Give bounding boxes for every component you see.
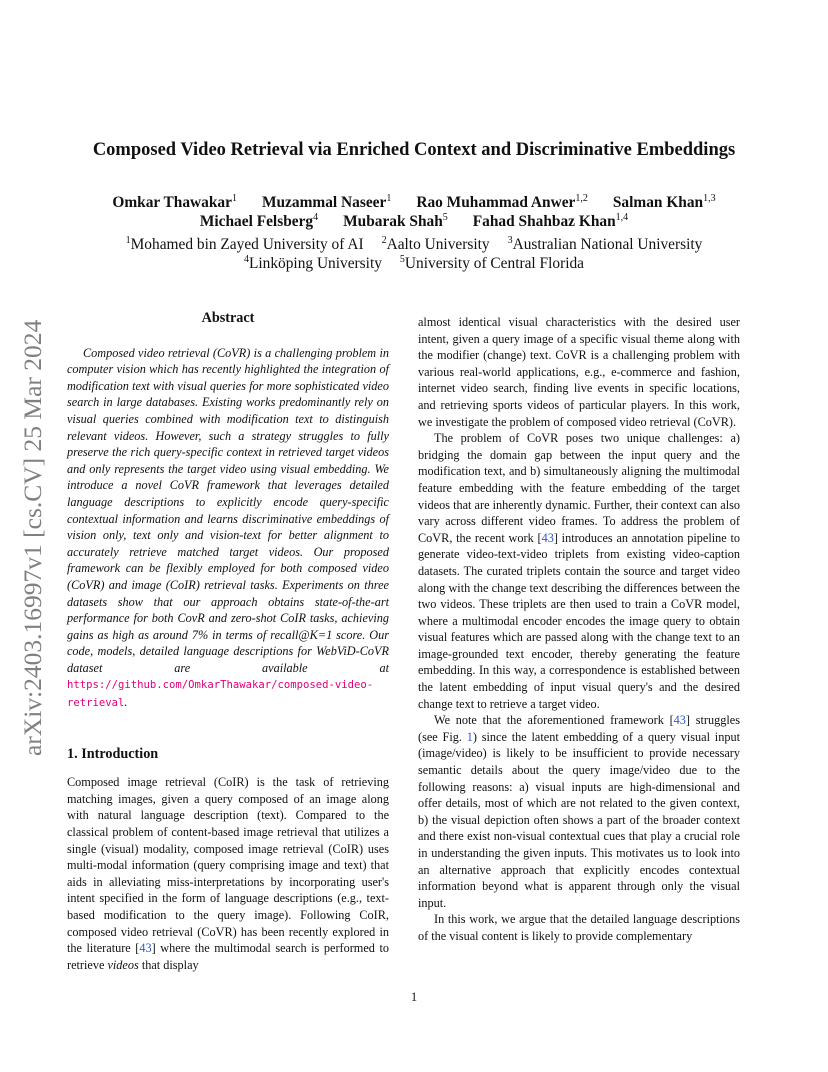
body-paragraph: The problem of CoVR poses two unique challenges: a) bridging the domain gap between the input query and the modification text, and b) simultaneously aligning the multimodal feature embedding with the feature embedding of the target videos that are inherently dynamic. Further, their context can also vary across different video frames. To address the problem of CoVR, the recent work [43] introduces an annotation pipeline to generate video-text-video triplets from existing video-caption datasets. The curated triplets contain the source and target video along with the change text describing the differences between the two videos. These triplets are then used to train a CoVR model, where a multimodal encoder encodes the image query to obtain visual features which are passed along with the change text to an image-grounded text encoder, thereby generating the feature embedding. In this way, a correspondence is established between the latent embedding of input visual query's and the desired change text to retrieve a target video. — [418, 431, 741, 711]
affiliation-line-2 — [40, 254, 788, 273]
author: Michael Felsberg$^4$ — [199, 212, 319, 230]
abstract-heading: Abstract — [201, 310, 255, 326]
author-line-2 — [40, 212, 788, 231]
left-column — [67, 310, 389, 973]
citation-link[interactable]: 43 — [541, 530, 554, 545]
figure-link[interactable]: 1 — [466, 729, 473, 744]
author: Muzammal Naseer$^1$ — [261, 193, 392, 211]
right-column — [418, 314, 740, 945]
section-heading-introduction: 1. Introduction — [67, 745, 159, 762]
arxiv-sidebar — [10, 286, 50, 756]
arxiv-stamp[interactable]: arXiv:2403.16997v1 [cs.CV] 25 Mar 2024 — [18, 319, 47, 756]
author: Mubarak Shah$^5$ — [343, 212, 448, 230]
body-paragraph: In this work, we argue that the detailed language descriptions of the visual content is likely to provide complementary — [418, 912, 740, 943]
affiliation-list — [40, 235, 788, 273]
affiliation-line-1 — [40, 235, 788, 254]
affiliation: $^4$Linköping University — [243, 254, 382, 272]
citation-link[interactable]: 43 — [673, 713, 686, 728]
body-paragraph: We note that the aforementioned framework [43] struggles (see Fig. 1) since the latent embedding of a query visual input (image/video) is likely to be insufficient to provide necessary semantic details about the query image/video due to the following reasons: a) visual inputs are high-dimensional and offer details, most of which are not related to the given context, b) the visual depiction often shows a part of the broader context and there exist non-visual contextual cues that play a crucial role in understanding the given inputs. This motivates us to look into an alternative approach that explicitly encodes contextual information beyond what is apparent through only the visual input. — [418, 713, 740, 910]
body-paragraph: almost identical visual characteristics with the desired user intent, given a query image of a specific visual theme along with the modifier (change) text. CoVR is a challenging problem with various real-world applications, e.g., e-commerce and fashion, internet video search, finding live events in specific locations, and retrieving sports videos of particular players. In this work, we investigate the problem of composed video retrieval (CoVR). — [418, 315, 740, 429]
author: Fahad Shahbaz Khan$^{1,4}$ — [472, 212, 629, 230]
author: Rao Muhammad Anwer$^{1,2}$ — [416, 193, 588, 211]
citation-link[interactable]: 43 — [139, 941, 152, 956]
paper-title: Composed Video Retrieval via Enriched Context and Discriminative Embeddings — [92, 140, 736, 160]
author-list — [40, 193, 788, 231]
page-number: 1 — [410, 990, 418, 1004]
affiliation: $^2$Aalto University — [381, 235, 490, 253]
author: Salman Khan$^{1,3}$ — [612, 193, 716, 211]
affiliation: $^5$University of Central Florida — [399, 254, 585, 272]
code-link[interactable]: https://github.com/OmkarThawakar/composed-video-retrieval — [67, 679, 374, 710]
author-line-1 — [40, 193, 788, 212]
author: Omkar Thawakar$^1$ — [112, 193, 237, 211]
intro-paragraph: Composed image retrieval (CoIR) is the task of retrieving matching images, given a query composed of an image along with natural language description (text). Compared to the classical problem of content-based image retrieval that utilizes a single (visual) modality, composed image retrieval (CoIR) uses multi-modal information (query comprising image and text) that aids in alleviating miss-interpretations by incorporating user's intent specified in the form of language descriptions (e.g., text-based modification to the query image). Following CoIR, composed video retrieval (CoVR) has been recently explored in the literature [43] where the multimodal search is performed to retrieve videos that display — [67, 775, 389, 972]
affiliation: $^3$Australian National University — [507, 235, 703, 253]
affiliation: $^1$Mohamed bin Zayed University of AI — [125, 235, 364, 253]
abstract-text: Composed video retrieval (CoVR) is a challenging problem in computer vision which has recently highlighted the integration of modification text with visual queries for more sophisticated video search in large databases. Existing works predominantly rely on visual queries combined with modification text to distinguish relevant videos. However, such a strategy struggles to fully preserve the rich query-specific context in retrieved target videos and only represents the target video using visual embedding. We introduce a novel CoVR framework that leverages detailed language descriptions to explicitly encode query-specific contextual information and learns discriminative embeddings of vision only, text only and vision-text for better alignment to accurately retrieve matched target videos. Our proposed framework can be flexibly employed for both composed video (CoVR) and image (CoIR) retrieval tasks. Experiments on three datasets show that our approach obtains state-of-the-art performance for both CovR and zero-shot CoIR tasks, achieving gains as high as around 7% in terms of recall@K=1 score. Our code, models, detailed language descriptions for WebViD-CoVR dataset are available at https://github.com/OmkarThawakar/composed-video-retrieval. — [67, 345, 389, 710]
